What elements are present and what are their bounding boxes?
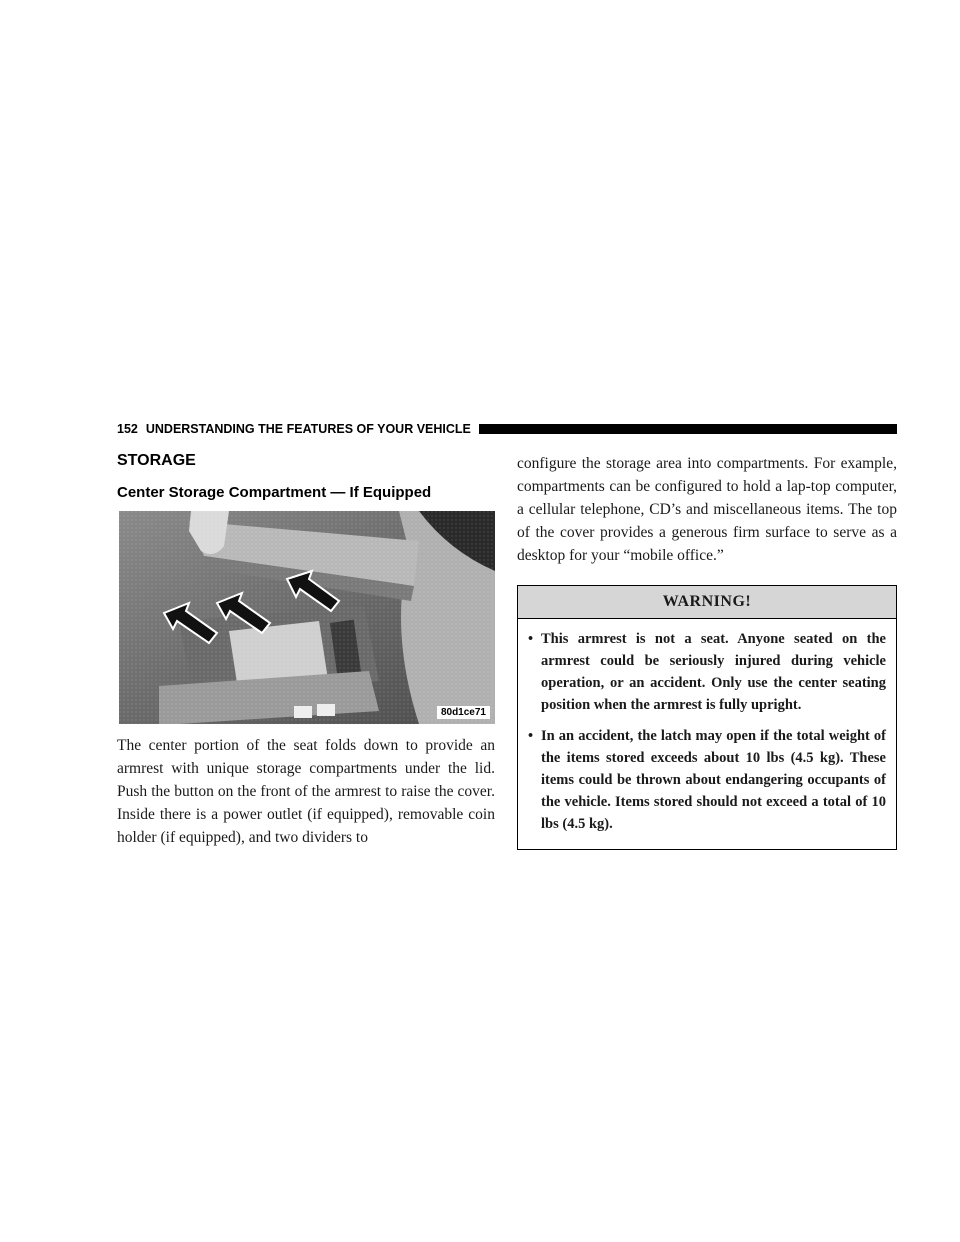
right-paragraph: configure the storage area into compartments. For example, compartments can be configured to hold a lap-top computer, a cellular telephone, CD’s and miscellaneous items. The top of the cover provides a generous firm surface to serve as a desktop for your “mobile office.”: [517, 455, 897, 564]
bullet-icon: •: [528, 728, 534, 744]
figure-code: 80d1ce71: [437, 706, 490, 719]
left-column: [117, 452, 497, 849]
warning-box: [517, 585, 897, 850]
bullet-icon: •: [528, 631, 534, 647]
warning-item: [528, 725, 886, 835]
warning-text: This armrest is not a seat. Anyone seated on the armrest could be seriously injured during vehicle operation, or an accident. Only use the center seating position when the armrest is fully upright.: [541, 631, 886, 713]
subsection-title: Center Storage Compartment — If Equipped: [117, 484, 432, 501]
left-paragraph: The center portion of the seat folds down to provide an armrest with unique storage compartments under the lid. Push the button on the front of the armrest to raise the cover. Inside there is a power outlet (if equipped), removable coin holder (if equipped), and two dividers to: [117, 737, 495, 846]
warning-text: In an accident, the latch may open if the total weight of the items stored exceeds about 10 lbs (4.5 kg). These items could be thrown about endangering occupants of the vehicle. Items stored should not exceed a total of 10 lbs (4.5 kg).: [541, 728, 886, 832]
photo-illustration: [119, 511, 495, 724]
right-column: [517, 452, 897, 850]
page-header: [117, 419, 897, 439]
warning-item: [528, 628, 886, 716]
header-title: UNDERSTANDING THE FEATURES OF YOUR VEHICLE: [145, 422, 471, 436]
warning-title: WARNING!: [518, 586, 896, 619]
page-number: 152: [117, 422, 138, 436]
section-title: STORAGE: [117, 452, 196, 469]
header-rule: [479, 424, 897, 434]
warning-list: [518, 619, 896, 849]
storage-compartment-photo: [119, 511, 495, 724]
